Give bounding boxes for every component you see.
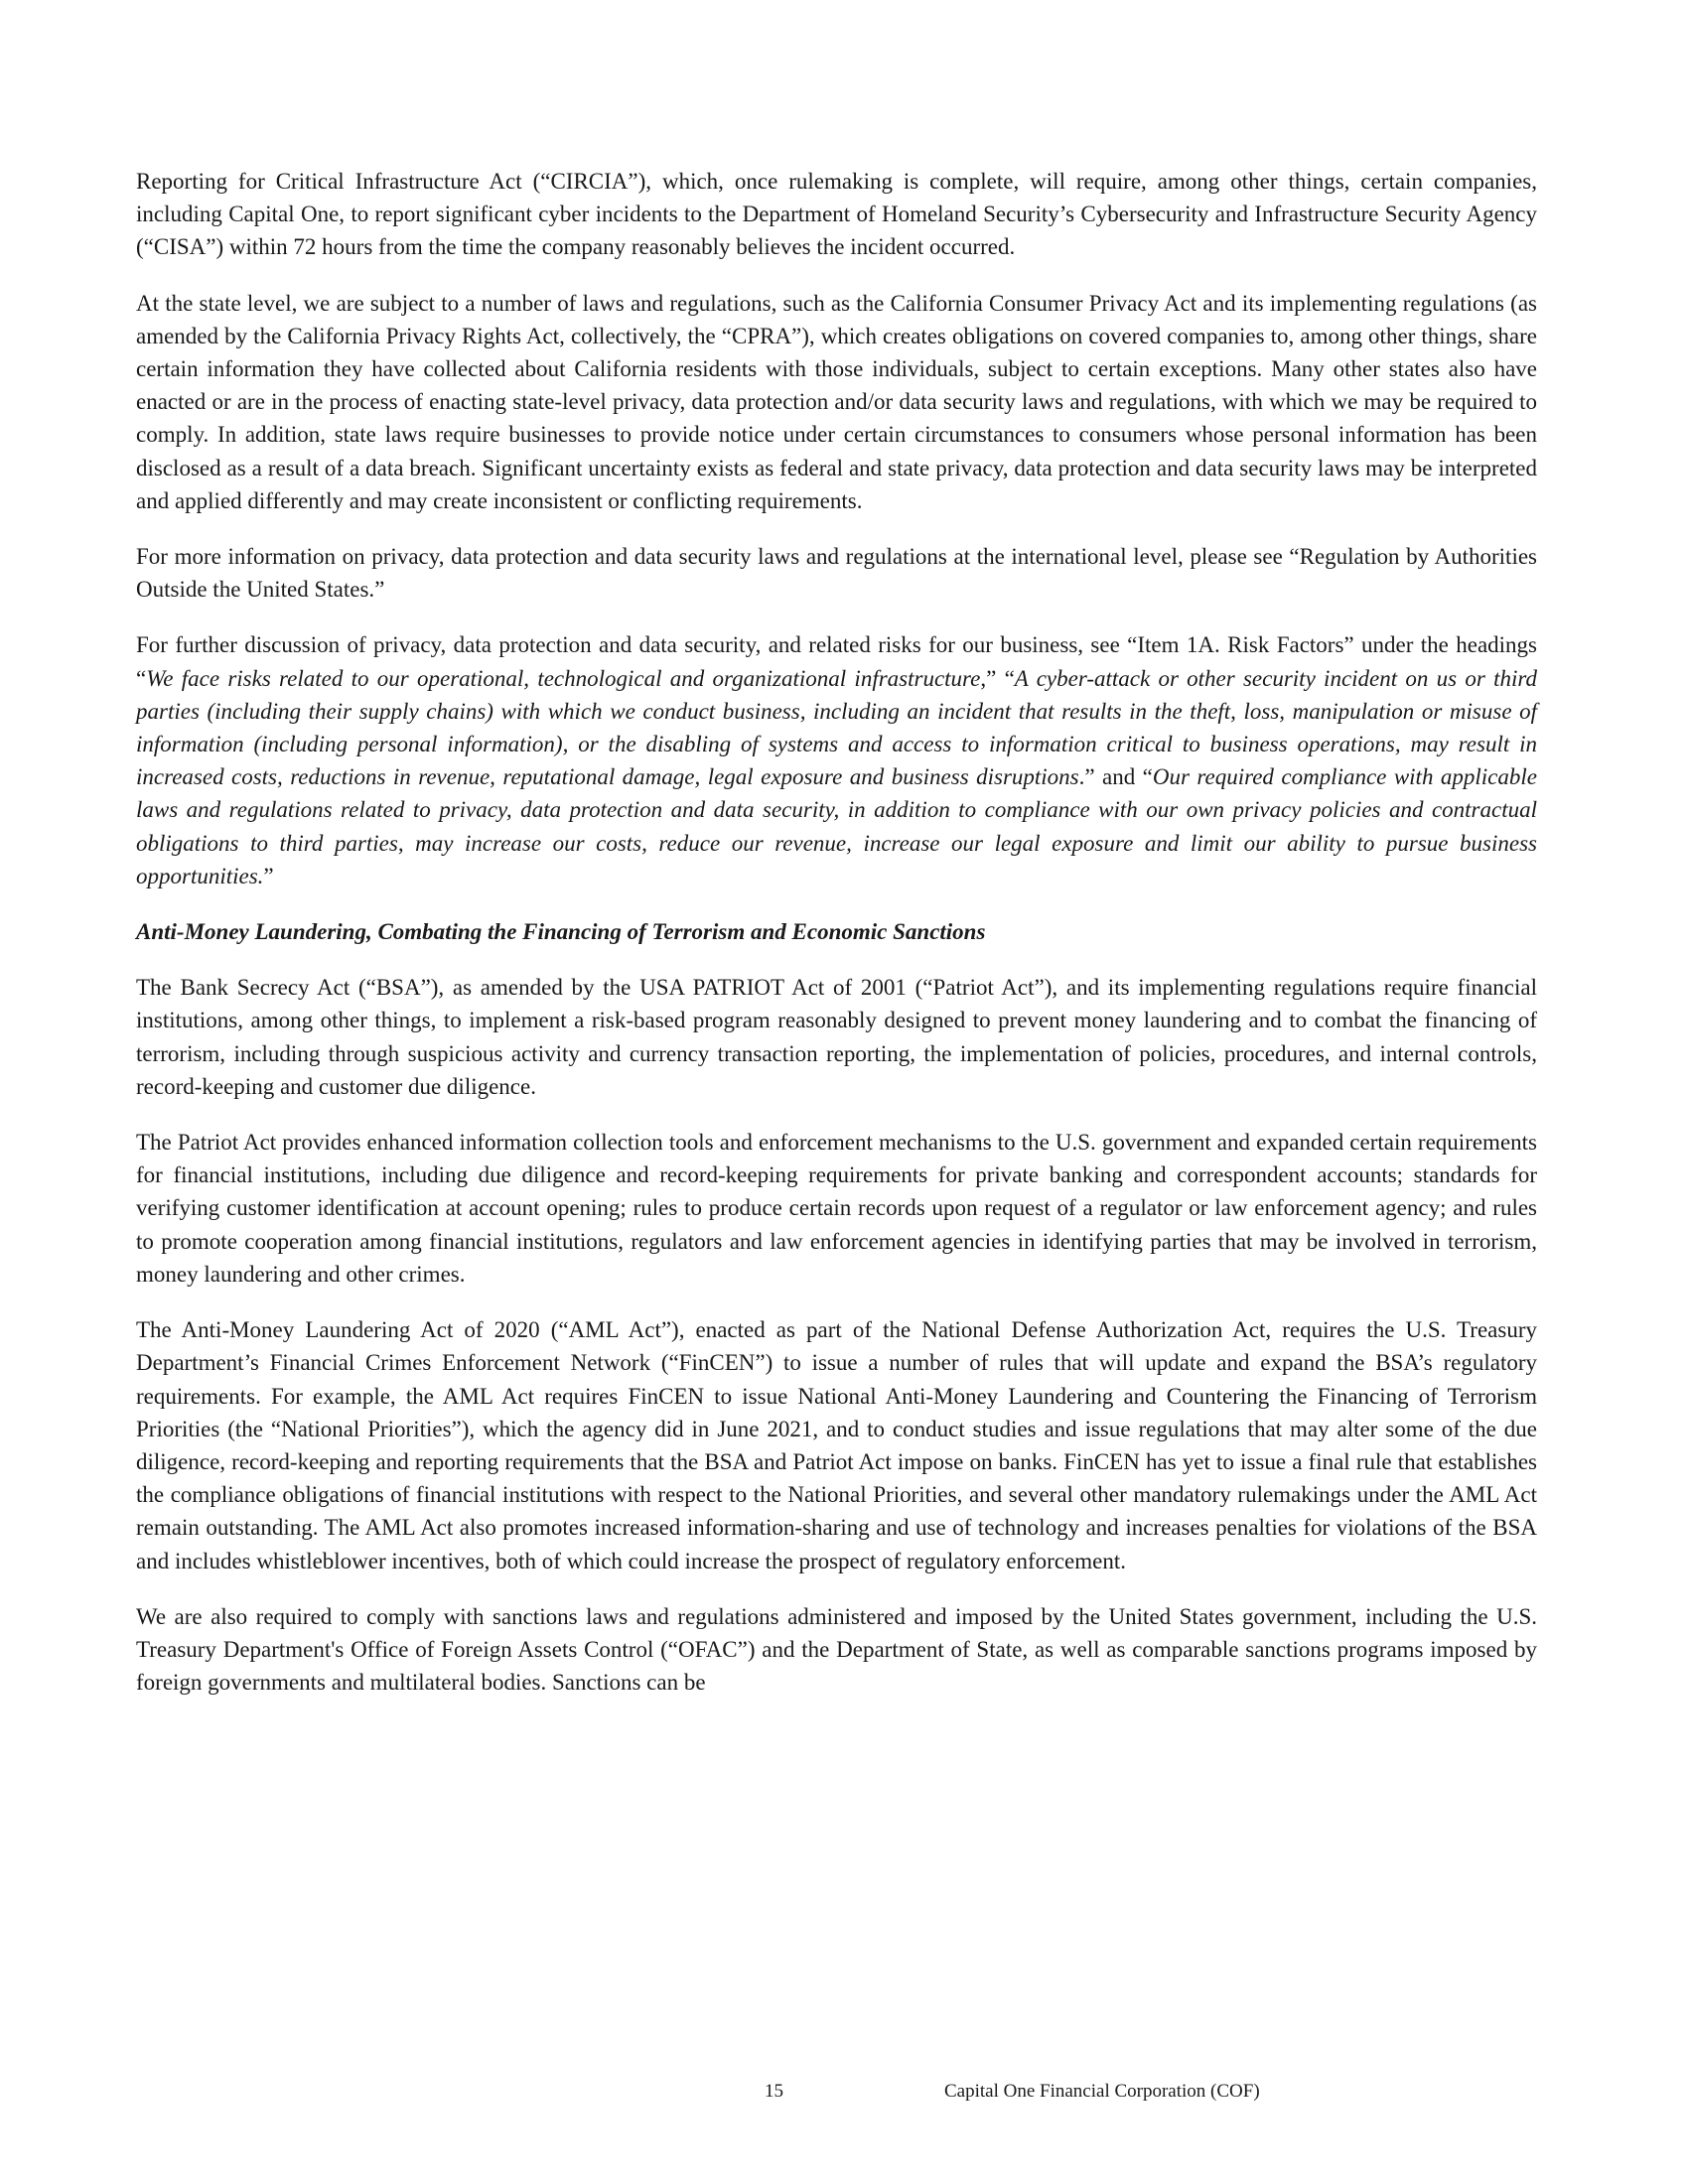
paragraph-international: For more information on privacy, data protection and data security laws and regulations at the international level, please see “Regulation by Authorities Outside the United States.” xyxy=(136,544,1537,603)
paragraph-risk-factors xyxy=(136,628,1537,892)
risk-intro: For further discussion of privacy, data protection and data security, and related risks for our business, see “Item 1A. Risk Factors” under the headings “ xyxy=(136,632,1537,691)
risk-heading-3: Our required compliance with applicable laws and regulations related to privacy, data protection and data security, in addition to compliance with our own privacy policies and contractual obligations to third parties, may increase our costs, reduce our revenue, increase our legal exposure and limit our ability to pursue business opportunities. xyxy=(136,764,1537,888)
document-body xyxy=(136,165,1537,1721)
risk-sep-1: ,” “ xyxy=(980,665,1015,691)
paragraph-patriot-act: The Patriot Act provides enhanced information collection tools and enforcement mechanisms to the U.S. government and expanded certain requirements for financial institutions, including due diligence and record-keeping requirements for private banking and correspondent accounts; standards for verifying customer identification at account opening; rules to produce certain records upon request of a regulator or law enforcement agency; and rules to promote cooperation among financial institutions, regulators and law enforcement agencies in identifying parties that may be involved in terrorism, money laundering and other crimes. xyxy=(136,1130,1537,1287)
section-heading-aml: Anti-Money Laundering, Combating the Financing of Terrorism and Economic Sanctions xyxy=(136,919,986,945)
risk-end: ” xyxy=(263,863,274,888)
paragraph-state-level: At the state level, we are subject to a number of laws and regulations, such as the California Consumer Privacy Act and its implementing regulations (as amended by the California Privacy Rights Act, collectively, the “CPRA”), which creates obligations on covered companies to, among other things, share certain information they have collected about California residents with those individuals, subject to certain exceptions. Many other states also have enacted or are in the process of enacting state-level privacy, data protection and/or data security laws and regulations, with which we may be required to comply. In addition, state laws require businesses to provide notice under certain circumstances to consumers whose personal information has been disclosed as a result of a data breach. Significant uncertainty exists as federal and state privacy, data protection and data security laws may be interpreted and applied differently and may create inconsistent or conflicting requirements. xyxy=(136,290,1537,513)
risk-heading-2: A cyber-attack or other security incident on us or third parties (including their supply chains) with which we conduct business, including an incident that results in the theft, loss, manipulation or misuse of information (including personal information), or the disabling of systems and access to information critical to business operations, may result in increased costs, reductions in revenue, reputational damage, legal exposure and business disruptions xyxy=(136,665,1537,790)
risk-heading-1: We face risks related to our operational, technological and organizational infrastructure xyxy=(146,665,981,691)
company-name: Capital One Financial Corporation (COF) xyxy=(944,2081,1260,2102)
paragraph-bsa: The Bank Secrecy Act (“BSA”), as amended by the USA PATRIOT Act of 2001 (“Patriot Act”), and its implementing regulations require financial institutions, among other things, to implement a risk-based program reasonably designed to prevent money laundering and to combat the financing of terrorism, including through suspicious activity and currency transaction reporting, the implementation of policies, procedures, and internal controls, record-keeping and customer due diligence. xyxy=(136,975,1537,1099)
paragraph-circia: Reporting for Critical Infrastructure Act (“CIRCIA”), which, once rulemaking is complete, will require, among other things, certain companies, including Capital One, to report significant cyber incidents to the Department of Homeland Security’s Cybersecurity and Infrastructure Security Agency (“CISA”) within 72 hours from the time the company reasonably believes the incident occurred. xyxy=(136,169,1537,260)
page-number: 15 xyxy=(765,2081,783,2102)
risk-sep-2: .” and “ xyxy=(1078,764,1153,790)
paragraph-aml-act: The Anti-Money Laundering Act of 2020 (“AML Act”), enacted as part of the National Defense Authorization Act, requires the U.S. Treasury Department’s Financial Crimes Enforcement Network (“FinCEN”) to issue a number of rules that will update and expand the BSA’s regulatory requirements. For example, the AML Act requires FinCEN to issue National Anti-Money Laundering and Countering the Financing of Terrorism Priorities (the “National Priorities”), which the agency did in June 2021, and to conduct studies and issue regulations that may alter some of the due diligence, record-keeping and reporting requirements that the BSA and Patriot Act impose on banks. FinCEN has yet to issue a final rule that establishes the compliance obligations of financial institutions with respect to the National Priorities, and several other mandatory rulemakings under the AML Act remain outstanding. The AML Act also promotes increased information-sharing and use of technology and increases penalties for violations of the BSA and includes whistleblower incentives, both of which could increase the prospect of regulatory enforcement. xyxy=(136,1317,1537,1573)
paragraph-sanctions: We are also required to comply with sanctions laws and regulations administered and imposed by the United States government, including the U.S. Treasury Department's Office of Foreign Assets Control (“OFAC”) and the Department of State, as well as comparable sanctions programs imposed by foreign governments and multilateral bodies. Sanctions can be xyxy=(136,1603,1537,1696)
